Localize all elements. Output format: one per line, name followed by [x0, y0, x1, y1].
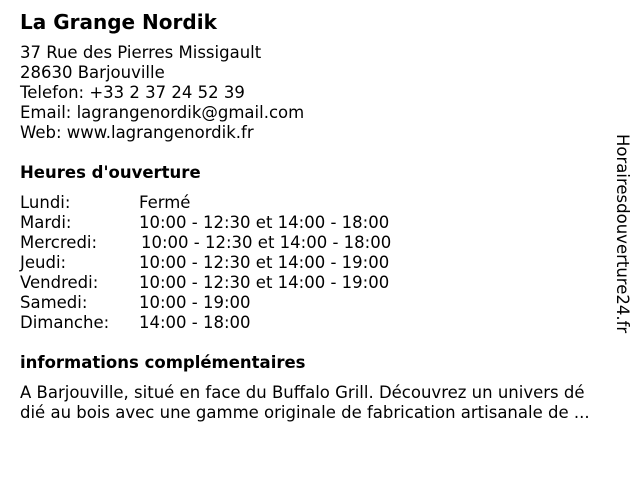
info-line: dié au bois avec une gamme originale de fabrication artisanale de ...	[20, 403, 590, 422]
phone-line: Telefon: +33 2 37 24 52 39	[20, 83, 245, 102]
info-heading: informations complémentaires	[20, 353, 306, 372]
hours-day: Jeudi:	[20, 253, 67, 272]
hours-day: Mardi:	[20, 213, 72, 232]
contact-block	[20, 43, 304, 143]
hours-time: 10:00 - 12:30 et 14:00 - 18:00	[141, 233, 392, 252]
info-description	[20, 383, 620, 423]
hours-day: Mercredi:	[20, 233, 98, 252]
business-name: La Grange Nordik	[20, 10, 217, 34]
info-line: A Barjouville, situé en face du Buffalo Grill. Découvrez un univers dé	[20, 383, 585, 402]
address-street: 37 Rue des Pierres Missigault	[20, 43, 262, 62]
email-line: Email: lagrangenordik@gmail.com	[20, 103, 305, 122]
hours-time: 10:00 - 12:30 et 14:00 - 18:00	[139, 213, 390, 232]
website-line: Web: www.lagrangenordik.fr	[20, 123, 254, 142]
hours-time: Fermé	[139, 193, 191, 212]
hours-time: 10:00 - 19:00	[139, 293, 251, 312]
address-city: 28630 Barjouville	[20, 63, 165, 82]
watermark-text: Horairesdouverture24.fr	[613, 134, 632, 334]
hours-time: 10:00 - 12:30 et 14:00 - 19:00	[139, 253, 390, 272]
hours-day: Vendredi:	[20, 273, 99, 292]
hours-day: Samedi:	[20, 293, 88, 312]
hours-time: 14:00 - 18:00	[139, 313, 251, 332]
hours-heading: Heures d'ouverture	[20, 163, 201, 182]
hours-day: Lundi:	[20, 193, 71, 212]
hours-time: 10:00 - 12:30 et 14:00 - 19:00	[139, 273, 390, 292]
hours-day: Dimanche:	[20, 313, 110, 332]
